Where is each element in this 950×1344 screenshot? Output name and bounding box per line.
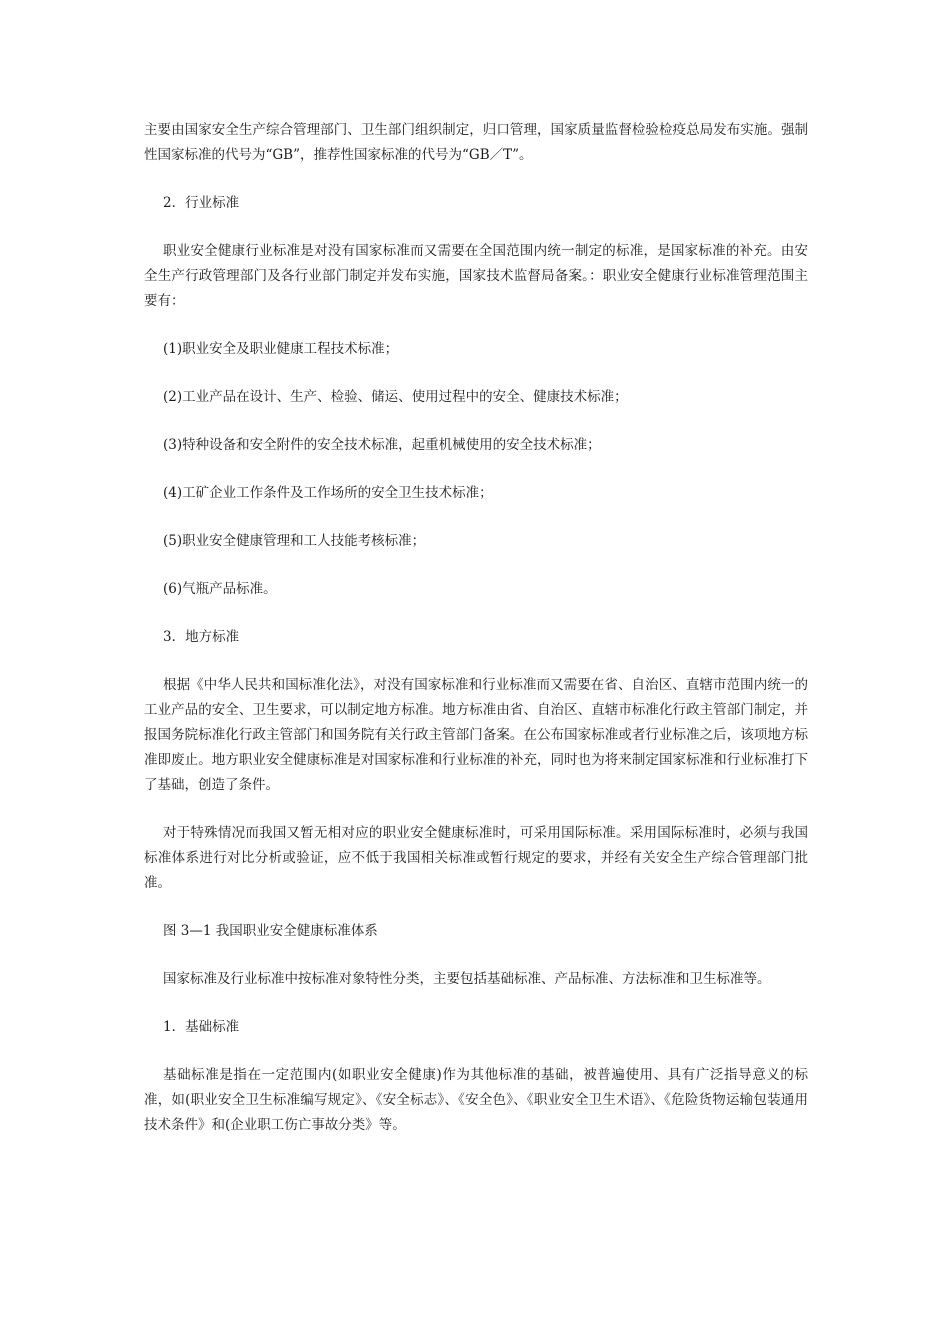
document-page: [144, 118, 808, 1161]
paragraph-international-standards: 对于特殊情况而我国又暂无相对应的职业安全健康标准时，可采用国际标准。采用国际标准时，必须与我国标准体系进行对比分析或验证，应不低于我国相关标准或暂行规定的要求，并经有关安全生产综合管理部门批准。: [144, 825, 808, 891]
paragraph-basic-standards: 基础标准是指在一定范围内(如职业安全健康)作为其他标准的基础，被普遍使用、具有广泛指导意义的标准，如(职业安全卫生标准编写规定》、《安全标志》、《安全色》、《职业安全卫生术语》、《危险货物运输包装通用技术条件》和(企业职工伤亡事故分类》等。: [144, 1067, 808, 1133]
paragraph-gb-continuation: 主要由国家安全生产综合管理部门、卫生部门组织制定，归口管理，国家质量监督检验检疫总局发布实施。强制性国家标准的代号为“GB”，推荐性国家标准的代号为“GB／T”。: [144, 122, 808, 163]
figure-caption: 图 3—1 我国职业安全健康标准体系: [163, 923, 378, 939]
list-item-2: (2)工业产品在设计、生产、检验、储运、使用过程中的安全、健康技术标准；: [163, 389, 628, 405]
list-item-4: (4)工矿企业工作条件及工作场所的安全卫生技术标准；: [163, 485, 493, 501]
list-item-6: (6)气瓶产品标准。: [163, 581, 277, 597]
list-item-5: (5)职业安全健康管理和工人技能考核标准；: [163, 533, 426, 549]
list-item-1: (1)职业安全及职业健康工程技术标准；: [163, 341, 399, 357]
list-item-3: (3)特种设备和安全附件的安全技术标准，起重机械使用的安全技术标准；: [163, 437, 601, 453]
paragraph-classification: 国家标准及行业标准中按标准对象特性分类，主要包括基础标准、产品标准、方法标准和卫生标准等。: [163, 971, 771, 987]
paragraph-industry-standards: 职业安全健康行业标准是对没有国家标准而又需要在全国范围内统一制定的标准，是国家标准的补充。由安全生产行政管理部门及各行业部门制定并发布实施，国家技术监督局备案。：职业安全健康行业标准管理范围主要有：: [144, 243, 808, 309]
heading-industry-standards: 2．行业标准: [163, 195, 240, 211]
heading-local-standards: 3．地方标准: [163, 629, 240, 645]
paragraph-local-standards: 根据《中华人民共和国标准化法》，对没有国家标准和行业标准而又需要在省、自治区、直辖市范围内统一的工业产品的安全、卫生要求，可以制定地方标准。地方标准由省、自治区、直辖市标准化行政主管部门制定，并报国务院标准化行政主管部门和国务院有关行政主管部门备案。在公布国家标准或者行业标准之后，该项地方标准即废止。地方职业安全健康标准是对国家标准和行业标准的补充，同时也为将来制定国家标准和行业标准打下了基础，创造了条件。: [144, 677, 808, 793]
heading-basic-standards: 1．基础标准: [163, 1019, 240, 1035]
